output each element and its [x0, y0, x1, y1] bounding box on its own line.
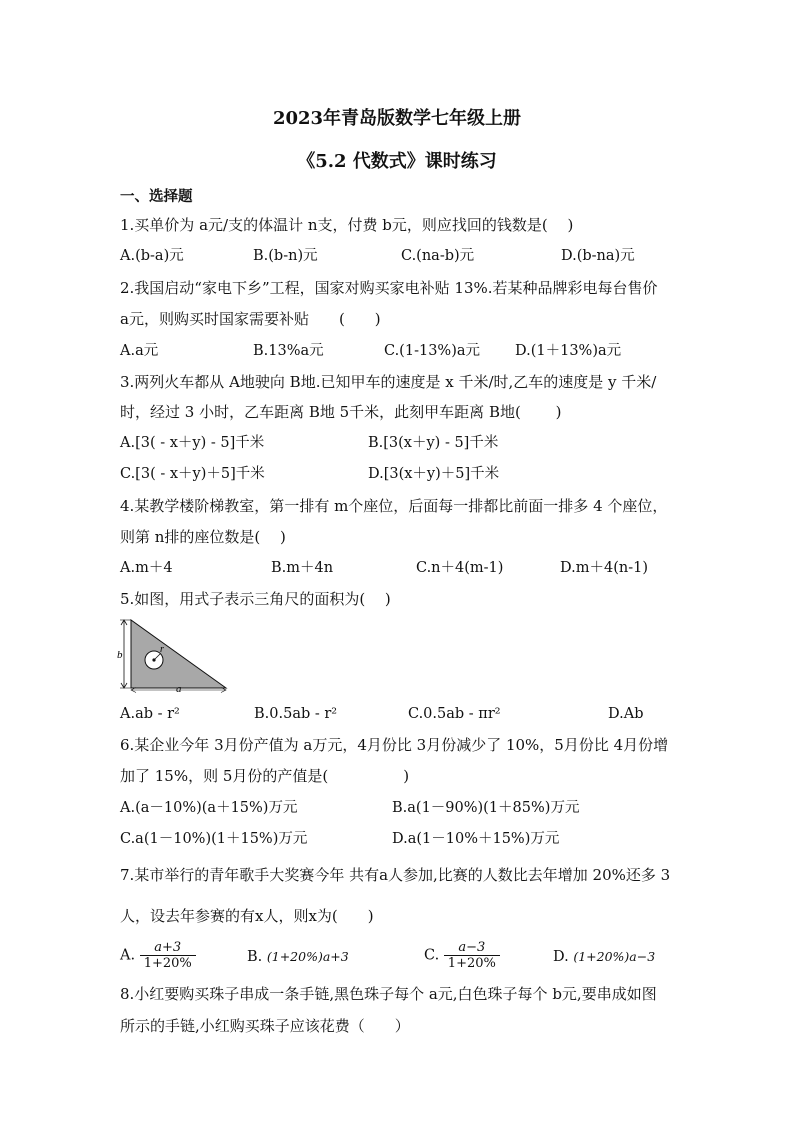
q7-option-a-fraction [140, 940, 196, 971]
question-4-stem-line1: 4.某教学楼阶梯教室，第一排有 m个座位，后面每一排都比前面一排多 4 个座位， [120, 497, 668, 515]
q7-option-a-label: A. [120, 947, 136, 964]
q2-option-a: A.a元 [120, 343, 159, 359]
q2-option-b: B.13%a元 [253, 343, 324, 359]
q7-option-d-expr: (1+20%)a−3 [573, 949, 656, 964]
q6-option-b: B.a(1－90%)(1＋85%)万元 [392, 800, 580, 816]
q7-option-c-fraction [444, 940, 500, 971]
question-3-stem-line2: 时，经过 3 小时，乙车距离 B地 5千米，此刻甲车距离 B地( ) [120, 403, 562, 421]
q5-option-b: B.0.5ab - r² [254, 706, 338, 722]
q3-option-a: A.[3( - x＋y) - 5]千米 [120, 435, 265, 451]
q6-option-a: A.(a－10%)(a＋15%)万元 [120, 800, 298, 816]
fraction-denominator: 1+20% [447, 956, 496, 971]
q3-option-b: B.[3(x＋y) - 5]千米 [368, 435, 499, 451]
q7-option-a [120, 940, 196, 971]
figure-label-b: b [117, 649, 123, 661]
question-7-stem-line1: 7.某市举行的青年歌手大奖赛今年 共有a人参加,比赛的人数比去年增加 20%还多 3 [120, 866, 671, 884]
question-2-stem-line2: a元，则购买时国家需要补贴 ( ) [120, 310, 381, 328]
question-7-stem-line2: 人，设去年参赛的有x人，则x为( ) [120, 907, 374, 925]
question-6-stem-line2: 加了 15%，则 5月份的产值是( ) [120, 767, 410, 785]
question-3-stem-line1: 3.两列火车都从 A地驶向 B地.已知甲车的速度是 x 千米/时,乙车的速度是 y 千米/ [120, 373, 657, 391]
question-2-stem-line1: 2.我国启动“家电下乡”工程，国家对购买家电补贴 13%.若某种品牌彩电每台售价 [120, 279, 658, 297]
q3-option-c: C.[3( - x＋y)＋5]千米 [120, 466, 265, 482]
question-8-stem-line1: 8.小红要购买珠子串成一条手链,黑色珠子每个 a元,白色珠子每个 b元,要串成如图 [120, 985, 657, 1003]
fraction-denominator: 1+20% [143, 956, 192, 971]
q6-option-d: D.a(1－10%＋15%)万元 [392, 831, 560, 847]
q7-option-d-label: D. [553, 949, 569, 965]
q3-option-d: D.[3(x＋y)＋5]千米 [368, 466, 500, 482]
q4-option-d: D.m＋4(n-1) [560, 560, 648, 576]
q7-option-c-label: C. [424, 947, 440, 964]
q1-option-d: D.(b-na)元 [561, 248, 635, 264]
figure-label-a: a [176, 683, 182, 694]
question-8-stem-line2: 所示的手链,小红购买珠子应该花费（ ） [120, 1017, 410, 1035]
q5-option-c: C.0.5ab - πr² [408, 706, 501, 722]
document-subtitle: 《5.2 代数式》课时练习 [297, 151, 497, 172]
q2-option-d: D.(1＋13%)a元 [515, 343, 622, 359]
q5-option-d: D.Ab [608, 706, 644, 722]
question-5-stem: 5.如图，用式子表示三角尺的面积为( ) [120, 590, 391, 608]
fraction-numerator: a−3 [444, 940, 500, 956]
question-4-stem-line2: 则第 n排的座位数是( ) [120, 528, 286, 546]
q1-option-a: A.(b-a)元 [120, 248, 184, 264]
q5-option-a: A.ab - r² [120, 706, 180, 722]
question-6-stem-line1: 6.某企业今年 3月份产值为 a万元，4月份比 3月份减少了 10%，5月份比 4月份增 [120, 736, 669, 754]
q7-option-b [247, 947, 349, 967]
fraction-numerator: a+3 [140, 940, 196, 956]
q2-option-c: C.(1-13%)a元 [384, 343, 480, 359]
q1-option-b: B.(b-n)元 [253, 248, 318, 264]
q7-option-c [424, 940, 500, 971]
q1-option-c: C.(na-b)元 [401, 248, 475, 264]
figure-label-r: r [160, 644, 164, 655]
q4-option-c: C.n＋4(m-1) [416, 560, 504, 576]
q7-option-b-expr: (1+20%)a+3 [266, 949, 349, 964]
q4-option-b: B.m＋4n [271, 560, 334, 576]
triangle-ruler-figure [116, 614, 236, 694]
q6-option-c: C.a(1－10%)(1＋15%)万元 [120, 831, 308, 847]
q4-option-a: A.m＋4 [120, 560, 173, 576]
q7-option-d [553, 947, 655, 967]
question-1-stem: 1.买单价为 a元/支的体温计 n支，付费 b元，则应找回的钱数是( ) [120, 216, 574, 234]
section-heading: 一、选择题 [120, 188, 193, 205]
q7-option-b-label: B. [247, 949, 263, 965]
document-title: 2023年青岛版数学七年级上册 [272, 108, 522, 129]
